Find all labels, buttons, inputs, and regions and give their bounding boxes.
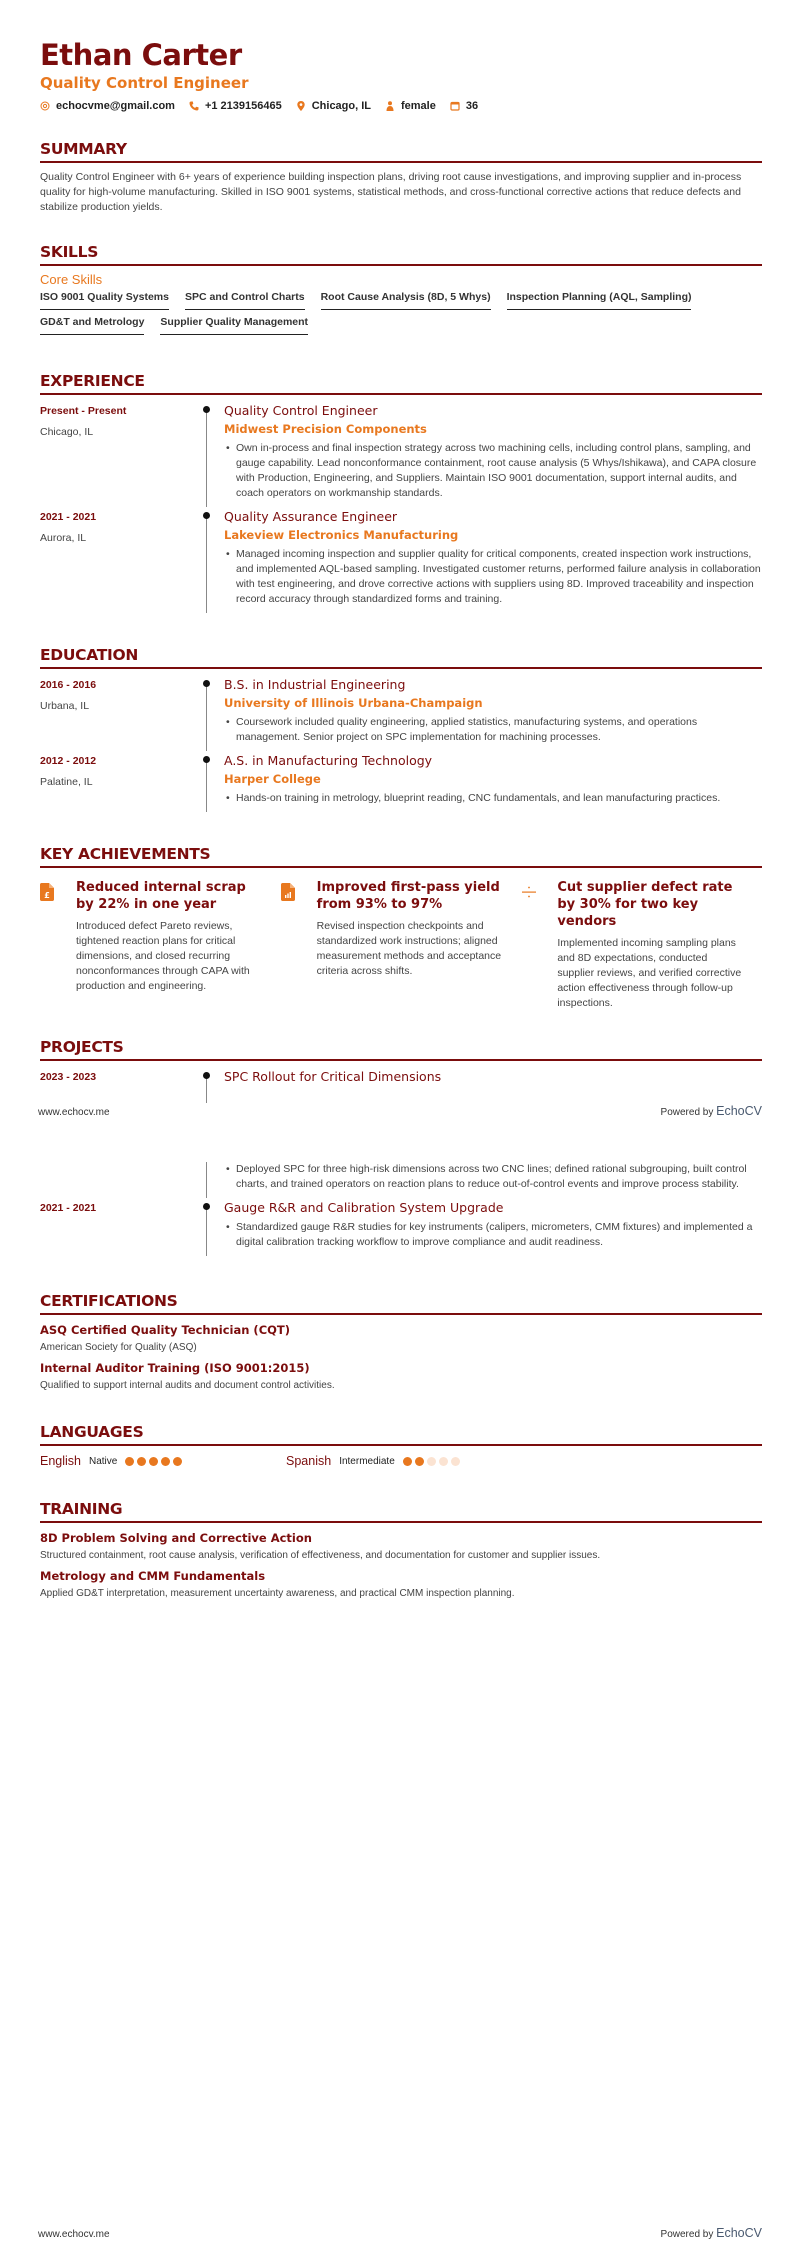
timeline-line [206, 1162, 207, 1198]
proficiency-dot-empty [439, 1457, 448, 1466]
achievements-heading: KEY ACHIEVEMENTS [40, 845, 762, 868]
page-footer [38, 1104, 762, 1118]
achievement-desc: Introduced defect Pareto reviews, tightened reaction plans for critical dimensions, and closed recurring nonconformances through CAPA with production and engineering. [76, 920, 250, 992]
achievement-card [281, 879, 522, 1011]
timeline-dot [203, 406, 210, 413]
timeline-line [206, 681, 207, 751]
timeline-dot [203, 1072, 210, 1079]
entry-dates: 2021 - 2021 [40, 1202, 97, 1214]
powered-by-label: Powered by [660, 1107, 714, 1118]
contact-bar [40, 100, 762, 112]
footer-url[interactable]: www.echocv.me [38, 2229, 110, 2240]
timeline-dot [203, 512, 210, 519]
skill-tag: Root Cause Analysis (8D, 5 Whys) [321, 291, 491, 310]
training-section [40, 1500, 762, 1599]
person-icon [385, 101, 395, 111]
achievement-title: Cut supplier defect rate by 30% for two key vendors [557, 880, 733, 929]
entry-bullet: • Coursework included quality engineering, applied statistics, manufacturing systems, and operations management. Senior project on SPC implementation for machining processes. [224, 715, 762, 751]
entry-location: Urbana, IL [40, 700, 90, 712]
entry-org: Harper College [224, 772, 321, 786]
proficiency-dot-filled [161, 1457, 170, 1466]
language-level: Native [89, 1455, 118, 1467]
timeline-line [206, 757, 207, 812]
footer-powered [661, 1104, 762, 1118]
cert-title: Internal Auditor Training (ISO 9001:2015) [40, 1361, 310, 1375]
skills-section [40, 243, 762, 341]
language-name: English [40, 1454, 81, 1468]
cert-desc: Qualified to support internal audits and document control activities. [40, 1380, 335, 1391]
powered-by-label: Powered by [660, 2229, 714, 2240]
education-heading: EDUCATION [40, 646, 762, 669]
entry-bullet: • Own in-process and final inspection strategy across two machining cells, including control plans, sampling, and gauge capability. Lead nonconformance containment, root cause analysis (5 Whys/Ishikawa), and CAPA closure with Production, Engineering, and Suppliers. Maintain ISO 9001 documentation, support internal audits, and coach operators on workmanship standards. [224, 441, 762, 507]
entry-org: University of Illinois Urbana-Champaign [224, 696, 483, 710]
languages-heading: LANGUAGES [40, 1423, 762, 1446]
entry-org: Midwest Precision Components [224, 422, 427, 436]
skill-tag: ISO 9001 Quality Systems [40, 291, 169, 310]
language-level: Intermediate [339, 1455, 395, 1467]
achievement-card [521, 879, 762, 1011]
project-entry [40, 1069, 762, 1103]
candidate-name: Ethan Carter [40, 38, 242, 72]
achievements-section [40, 845, 762, 1011]
contact-gender [385, 100, 436, 112]
entry-title: Quality Control Engineer [224, 403, 378, 418]
achievement-desc: Implemented incoming sampling plans and 8D expectations, conducted supplier reviews, and verified corrective action effectiveness through follow-up inspections. [557, 937, 742, 1009]
certifications-section [40, 1292, 762, 1391]
entry-title: A.S. in Manufacturing Technology [224, 753, 433, 768]
projects-continued [40, 1162, 762, 1256]
contact-gender-value: female [401, 100, 436, 112]
entry-bullet: • Standardized gauge R&R studies for key instruments (calipers, micrometers, CMM fixtures) and implemented a digital calibration tracking workflow to improve compliance and audit readiness. [224, 1220, 762, 1256]
entry-title: Quality Assurance Engineer [224, 509, 398, 524]
entry-dates: 2023 - 2023 [40, 1071, 97, 1083]
education-entry [40, 753, 762, 812]
summary-heading: SUMMARY [40, 140, 762, 163]
language-name: Spanish [286, 1454, 332, 1468]
proficiency-dot-filled [125, 1457, 134, 1466]
contact-location-value: Chicago, IL [311, 100, 371, 112]
entry-org: Lakeview Electronics Manufacturing [224, 528, 459, 542]
cert-title: ASQ Certified Quality Technician (CQT) [40, 1323, 291, 1337]
languages-section [40, 1423, 762, 1468]
experience-heading: EXPERIENCE [40, 372, 762, 395]
experience-entry [40, 509, 762, 613]
entry-location: Palatine, IL [40, 776, 93, 788]
contact-email-value: echocvme@gmail.com [56, 100, 175, 112]
entry-title: SPC Rollout for Critical Dimensions [224, 1069, 442, 1084]
resume-header [40, 38, 762, 112]
calendar-icon [450, 101, 460, 111]
proficiency-dot-filled [415, 1457, 424, 1466]
at-icon [40, 101, 50, 111]
certifications-heading: CERTIFICATIONS [40, 1292, 762, 1315]
training-title: Metrology and CMM Fundamentals [40, 1569, 266, 1583]
timeline-dot [203, 756, 210, 763]
proficiency-dot-empty [451, 1457, 460, 1466]
contact-age [450, 100, 478, 112]
skills-heading: SKILLS [40, 243, 762, 266]
contact-age-value: 36 [465, 100, 479, 112]
summary-text: Quality Control Engineer with 6+ years of experience building inspection plans, driving root cause investigations, and improving supplier and in-process quality for high-volume manufacturing. Skilled in ISO 9001 systems, statistical methods, and cross-functional corrective actions that reduce defects and stabilize production yields. [40, 171, 742, 213]
footer-brand: EchoCV [716, 1104, 762, 1118]
footer-brand: EchoCV [716, 2226, 762, 2240]
education-entry [40, 677, 762, 751]
location-pin-icon [296, 101, 306, 111]
contact-email[interactable] [40, 100, 175, 112]
skill-tag: Supplier Quality Management [160, 316, 308, 335]
page-footer [38, 2226, 762, 2240]
achievement-card [40, 879, 281, 1011]
contact-phone-value: +1 2139156465 [204, 100, 282, 112]
footer-url[interactable]: www.echocv.me [38, 1107, 110, 1118]
training-title: 8D Problem Solving and Corrective Action [40, 1531, 312, 1545]
project-entry [40, 1200, 762, 1256]
training-desc: Structured containment, root cause analysis, verification of effectiveness, and documentation for customer and supplier issues. [40, 1550, 601, 1561]
projects-section [40, 1038, 762, 1103]
entry-bullet: • Managed incoming inspection and supplier quality for critical components, created inspection work instructions, and implemented AQL-based sampling. Investigated customer returns, performed failure analysis in collaboration with test engineering, and drove corrective actions with suppliers using 8D. Improved traceability and inspection record accuracy through standardized forms and training. [224, 547, 762, 613]
proficiency-dot-filled [149, 1457, 158, 1466]
training-heading: TRAINING [40, 1500, 762, 1523]
footer-powered [661, 2226, 762, 2240]
entry-location: Chicago, IL [40, 426, 94, 438]
timeline-line [206, 407, 207, 507]
skill-tag: SPC and Control Charts [185, 291, 305, 310]
entry-dates: 2016 - 2016 [40, 679, 97, 691]
language-item [286, 1454, 532, 1468]
timeline-dot [203, 1203, 210, 1210]
contact-location [296, 100, 371, 112]
contact-phone[interactable] [189, 100, 282, 112]
skill-tag: Inspection Planning (AQL, Sampling) [507, 291, 692, 310]
entry-location: Aurora, IL [40, 532, 87, 544]
achievement-title: Improved first-pass yield from 93% to 97% [316, 880, 500, 912]
entry-dates: 2012 - 2012 [40, 755, 97, 767]
project-entry-continued [40, 1162, 762, 1198]
divide-icon [521, 883, 537, 901]
cert-issuer: American Society for Quality (ASQ) [40, 1342, 197, 1353]
training-desc: Applied GD&T interpretation, measurement uncertainty awareness, and practical CMM inspection planning. [40, 1588, 515, 1599]
proficiency-dot-filled [137, 1457, 146, 1466]
experience-entry [40, 403, 762, 507]
entry-bullet: • Hands-on training in metrology, blueprint reading, CNC fundamentals, and lean manufacturing practices. [224, 791, 762, 812]
proficiency-dot-filled [403, 1457, 412, 1466]
language-item [40, 1454, 286, 1468]
entry-bullet: • Deployed SPC for three high-risk dimensions across two CNC lines; defined rational subgrouping, built control charts, and trained operators on reaction plans to reduce out-of-control events and improve process stability. [224, 1162, 762, 1198]
projects-heading: PROJECTS [40, 1038, 762, 1061]
summary-section [40, 140, 762, 215]
timeline-line [206, 1204, 207, 1256]
achievement-desc: Revised inspection checkpoints and standardized work instructions; aligned measurement methods and acceptance criteria across shifts. [316, 920, 502, 977]
svg-text:£: £ [44, 891, 50, 900]
entry-title: Gauge R&R and Calibration System Upgrade [224, 1200, 504, 1215]
phone-icon [189, 101, 199, 111]
skills-list [40, 291, 762, 341]
timeline-dot [203, 680, 210, 687]
skill-tag: GD&T and Metrology [40, 316, 144, 335]
proficiency-dot-filled [173, 1457, 182, 1466]
entry-title: B.S. in Industrial Engineering [224, 677, 406, 692]
candidate-title: Quality Control Engineer [40, 74, 249, 92]
experience-section [40, 372, 762, 613]
entry-dates: Present - Present [40, 405, 127, 417]
achievement-title: Reduced internal scrap by 22% in one year [76, 880, 246, 912]
proficiency-dot-empty [427, 1457, 436, 1466]
entry-dates: 2021 - 2021 [40, 511, 97, 523]
document-chart-icon [281, 883, 295, 901]
skills-group-label: Core Skills [40, 272, 103, 287]
document-pound-icon [40, 883, 54, 901]
timeline-line [206, 513, 207, 613]
education-section [40, 646, 762, 812]
